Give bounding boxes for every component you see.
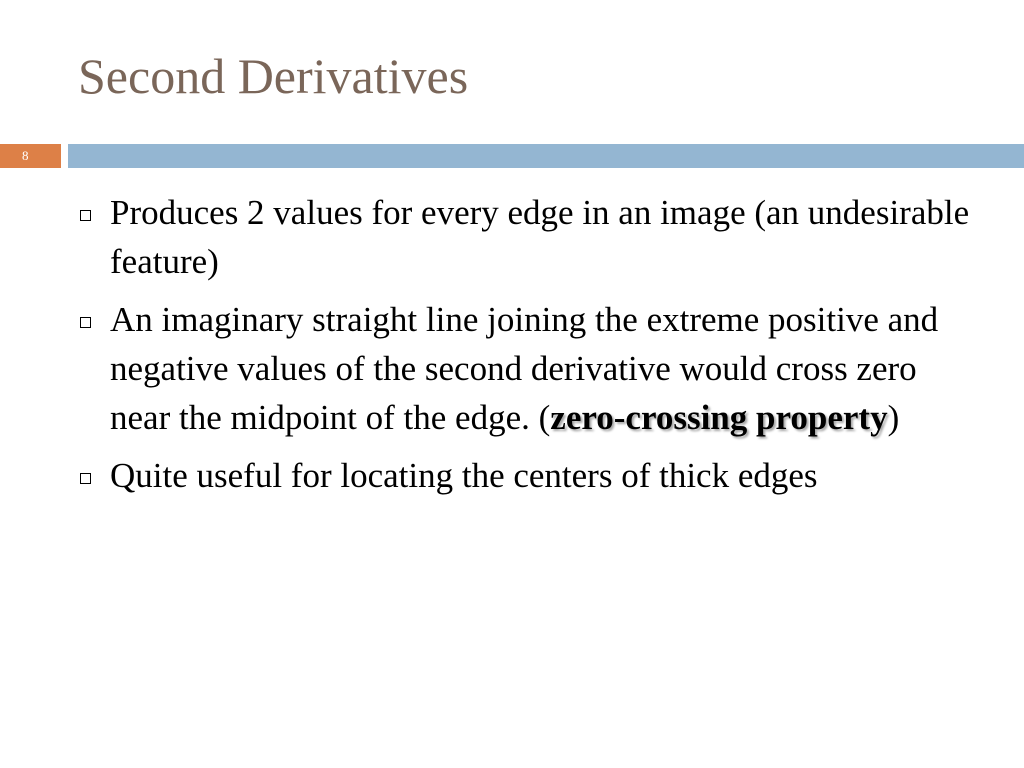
bullet-item	[80, 451, 980, 500]
bullet-list	[80, 188, 980, 509]
bullet-text: An imaginary straight line joining the extreme positive and negative values of the second derivative would cross zero near the midpoint of the edge. (	[110, 300, 939, 437]
bullet-item	[80, 188, 980, 286]
bullet-text: Produces 2 values for every edge in an image (an undesirable feature)	[110, 193, 970, 281]
slide-number-box	[0, 144, 61, 168]
header-rule-bar	[68, 144, 1024, 168]
bullet-text: Quite useful for locating the centers of thick edges	[110, 456, 818, 495]
bullet-text-end: )	[887, 398, 900, 437]
square-bullet-icon	[80, 210, 91, 221]
square-bullet-icon	[80, 317, 91, 328]
emphasized-term: zero-crossing property	[550, 398, 888, 437]
bullet-item	[80, 295, 980, 442]
slide-number: 8	[22, 148, 29, 163]
slide-title: Second Derivatives	[78, 48, 469, 104]
square-bullet-icon	[80, 473, 91, 484]
